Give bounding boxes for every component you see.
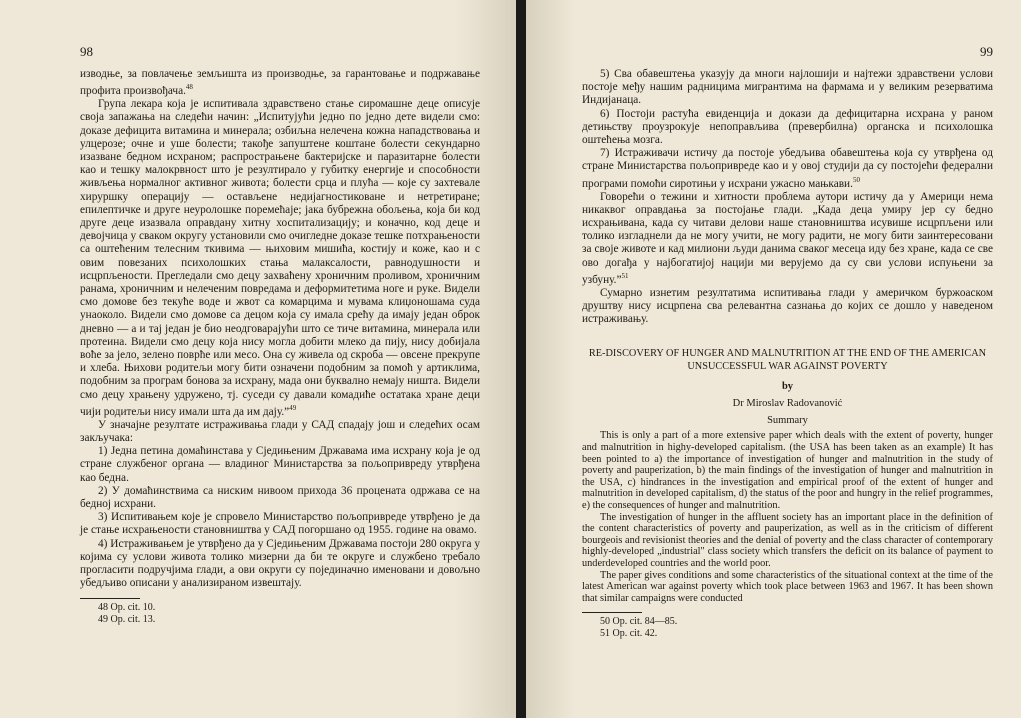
- paragraph: Група лекара која је испитивала здравствено стање сиромашне деце описује своја запажања на следећи начин: „Испитујући једно по једно дете видели смо: доказе дефицита витамина и минерала; озбиљна нелечена кожна нападствовања и улцерозе; очне и уше болести; такође запуштене коштане болести секундарно изазване бедном исхраном; распрострањене бактеријске и паразитарне болести као и тешку малокрвност што је резултирало у губитку енергије и способности живљења нормалног активног живота; болести срца и плућа — које су захтевале хируршку операцију — остављене недијагностиковане и нетретиране; епилептичке и друге неуролошке поремећаје; јака бубрежна обољења, која би код друге деце изазвала оправдану хитну хоспитализацију; и коначно, код деце и девојчица у сваком округу установили смо очигледне доказе тешке потхрањености са оштећеним телесним ткивима — њиховим мишића, костију и коже, као и с овим повезаних психолошких стања малаксалости, равнодушности и исцрпљености. Прегледали смо децу захваћену хроничним проливом, хроничним ранама, хроничним и нелеченим повредама и деформитетима ноге и руке. Видели смо домове без текуће воде и жвот са комарцима и мувама клиџоношама суда унаоколо. Видели смо домове са децом која су имала срећу да имају један оброк дневно — а и тај један је био неодговарајући што се тиче витамина, минерала или протеина. Видели смо децу која нису могла добити млеко да пију, нису добијала воће за јело, зелено поврће или месо. Она су живела од скроба — овсене прекрупе и хлеба. Њихови родитељи могу бити означени подобним за помоћ у артиклима, подобним за програм бонова за исхрану, мада они буквално немају ништа. Видели смо децу храњену удружено, тј. суседи су давали комадиће остатака хране деци чији родитељи нису имали шта да им дају.”$^{49}$: [80, 98, 480, 418]
- page-number-left: 98: [80, 44, 93, 59]
- book-gutter: [516, 0, 526, 718]
- summary-paragraph: The investigation of hunger in the affluent society has an important place in the definition of the content characteristics of poverty and pauperization, as well as in the criticism of different bourgeois and revisionist theories and the denial of poverty and the class character of contemporary highly-developed „industrial" class society which transfers the deficit on its balance of payment to underdeveloped countries and the world poor.: [582, 511, 993, 569]
- author-name: Dr Miroslav Radovanović: [732, 398, 843, 410]
- right-page: [526, 0, 1021, 718]
- footnote: 51 Op. cit. 42.: [600, 627, 658, 639]
- summary-paragraph: This is only a part of a more extensive paper which deals with the extent of poverty, hunger and malnutrition in highy-developed capitalism. (the USA has been taken as an example) It has been pointed to a) the importance of investigation of hunger and malnutrition in the study of poverty and pauperization, b) the main findings of the investigation of hunger and malnutrition in the USA, c) hindrances in the investigation and empirical proof of the extent of hunger and malnutrition in developed capitalism, d) the status of the poor and hungry in the relief programmes, e) the consequences of hunger and malnutrition.: [582, 430, 993, 511]
- paragraph: 6) Постоји растућа евиденција и докази да дефицитарна исхрана у раном детињству проузрокује непоправљива (превербилна) органска и психолошка оштећења мозга.: [582, 107, 993, 147]
- english-summary-title: RE-DISCOVERY OF HUNGER AND MALNUTRITION AT THE END OF THE AMERICAN UNSUCCESSFUL WAR AGAINST POVERTY: [588, 348, 987, 372]
- paragraph: 5) Сва обавештења указују да многи најлошији и најтежи здравствени услови постоје међу нашим радницима мигрантима на фармама и у великим резерватима Индијанаца.: [582, 68, 993, 107]
- paragraph: 2) У домаћинствима са ниским нивоом прихода 36 процената одржава се на бедној исхрани.: [80, 484, 480, 511]
- paragraph: 4) Истраживањем је утврђено да у Сједињеним Државама постоји 280 округа у којима су услови живота толико мизерни да би те округе и службено требало прогласити подручјима глади, а ови округи су појединачно именовани и довољно убедљиво описани у анализираном извештају.: [80, 537, 480, 590]
- paragraph: изводње, за повлачење земљишта из производње, за гарантовање и подржавање профита произвођача.$^{48}$: [80, 68, 480, 97]
- paragraph: 1) Једна петина домаћинстава у Сједињеним Државама има исхрану која је од стране службеног органа — владиног Министарства за пољопривреду утврђена као бедна.: [80, 445, 480, 484]
- byline-by: by: [781, 381, 794, 393]
- footnote-separator: [80, 598, 140, 599]
- footnote-separator: [582, 612, 642, 613]
- summary-paragraph: The paper gives conditions and some characteristics of the situational context at the time of the latest American war against poverty which took place between 1963 and 1967. It has been shown that similar campaigns were conducted: [582, 569, 993, 604]
- summary-heading: Summary: [767, 415, 808, 427]
- footnote: 49 Op. cit. 13.: [98, 613, 156, 625]
- page-number-right: 99: [980, 44, 993, 59]
- paragraph: 3) Испитивањем које је спровело Министарство пољопривреде утврђено је да је стање исхрањености становништва у САД погоршано од 1955. године на овамо.: [80, 511, 480, 537]
- paragraph: Говорећи о тежини и хитности проблема аутори истичу да у Америци нема никаквог оправдања за постојање глади. „Када деца умиру јер су бедно исхрањивана, када су читави делови наше становништва исувише исцрпљени или толико изгладнели да не могу учити, не могу радити, не могу бити заинтересовани за своје животе и кад милиони људи данима сваког месеца иду без хране, када се све ово догађа у најбогатијој нацији ми верујемо да су сви услови испуњени за узбуну.”$^{51}$: [582, 190, 993, 286]
- footnote: 50 Op. cit. 84—85.: [600, 616, 678, 628]
- paragraph: 7) Истраживачи истичу да постоје убедљива обавештења која су утврђена од стране Министарства пољопривреде као и у овој студији да су постојећи федерални програми помоћи сиротињи у исхрани ужасно мањкави.$^{50}$: [582, 147, 993, 190]
- paragraph: Сумарно изнетим резултатима испитивања глади у америчком буржоаском друштву нису исцрпена сва релевантна сазнања до којих се дошло у наведеном истраживању.: [582, 286, 993, 326]
- paragraph: У значајне резултате истраживања глади у САД спадају још и следећих осам закључака:: [80, 418, 480, 445]
- footnote: 48 Op. cit. 10.: [98, 602, 156, 614]
